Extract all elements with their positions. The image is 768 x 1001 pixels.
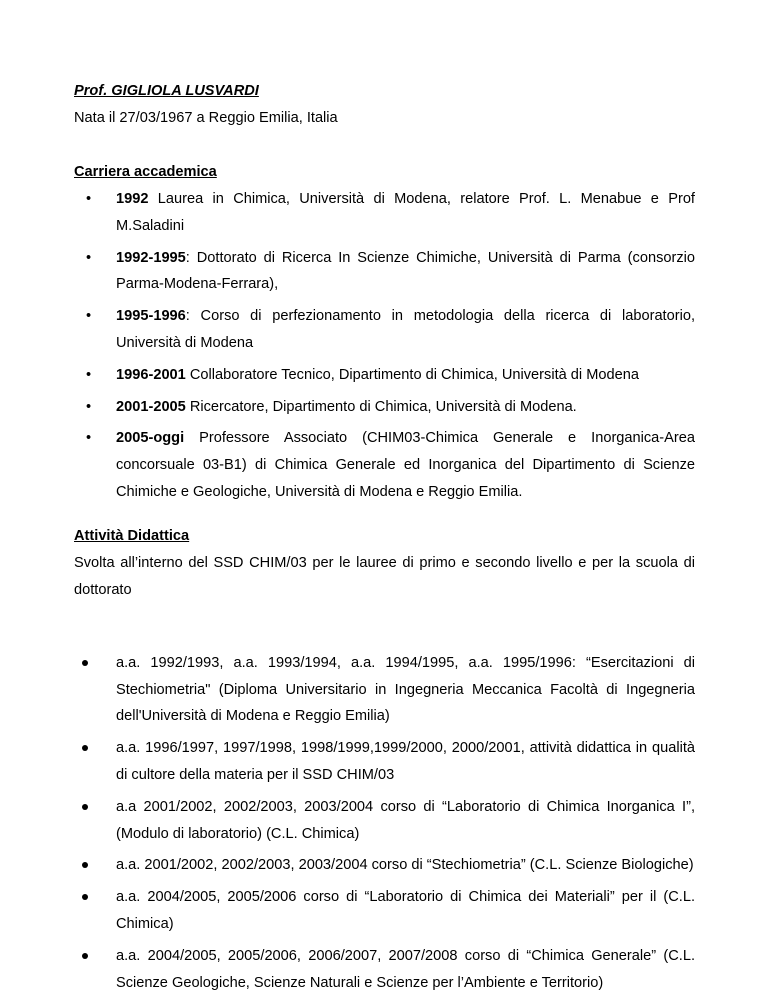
spacer — [74, 132, 695, 159]
bullet-icon — [82, 953, 88, 959]
career-year: 1996-2001 — [116, 366, 186, 383]
list-item — [74, 425, 695, 505]
list-item — [74, 303, 695, 357]
teaching-text: a.a. 2004/2005, 2005/2006 corso di “Laboratorio di Chimica dei Materiali” per il (C.L. Chimica) — [116, 889, 695, 932]
list-item — [74, 186, 695, 240]
career-text: : Corso di perfezionamento in metodologia della ricerca di laboratorio, Università di Modena — [116, 308, 695, 351]
section-title-career: Carriera accademica — [74, 164, 217, 180]
career-year: 1995-1996 — [116, 308, 186, 325]
career-year: 1992-1995 — [116, 249, 186, 266]
career-year: 2005-oggi — [116, 430, 185, 447]
teaching-text: a.a. 1996/1997, 1997/1998, 1998/1999,1999/2000, 2000/2001, attività didattica in qualità di cultore della materia per il SSD CHIM/03 — [116, 740, 695, 783]
list-item — [74, 794, 695, 848]
bullet-icon — [82, 862, 88, 868]
list-item — [74, 362, 695, 389]
document-page — [74, 78, 695, 1001]
list-item — [74, 245, 695, 299]
list-item — [74, 884, 695, 938]
author-name: Prof. GIGLIOLA LUSVARDI — [74, 83, 259, 99]
teaching-intro: Svolta all’interno del SSD CHIM/03 per le lauree di primo e secondo livello e per la scuola di dottorato — [74, 554, 695, 598]
section-title-teaching: Attività Didattica — [74, 527, 190, 544]
spacer — [74, 511, 695, 523]
teaching-list — [74, 650, 695, 997]
teaching-text: a.a. 2001/2002, 2002/2003, 2003/2004 corso di “Stechiometria” (C.L. Scienze Biologiche) — [116, 857, 694, 874]
list-item — [74, 650, 695, 730]
career-year: 1992 — [116, 191, 149, 207]
teaching-text: a.a. 2004/2005, 2005/2006, 2006/2007, 2007/2008 corso di “Chimica Generale” (C.L. Scienze Geologiche, Scienze Naturali e Scienze per l’Ambiente e Territorio) — [116, 947, 695, 991]
career-text: Collaboratore Tecnico, Dipartimento di Chimica, Università di Modena — [185, 366, 639, 383]
teaching-text: a.a. 1992/1993, a.a. 1993/1994, a.a. 1994/1995, a.a. 1995/1996: “Esercitazioni di Stechiometria" (Diploma Universitario in Ingegneria Meccanica Facoltà di Ingegneria dell'Università di Modena e Reggio Emilia) — [116, 654, 695, 725]
teaching-text: a.a 2001/2002, 2002/2003, 2003/2004 corso di “Laboratorio di Chimica Inorganica I”, (Modulo di laboratorio) (C.L. Chimica) — [116, 798, 695, 842]
list-item — [74, 394, 695, 421]
bullet-icon: • — [86, 366, 92, 383]
bullet-icon — [82, 894, 88, 900]
bullet-icon: • — [86, 430, 92, 447]
career-text: Ricercatore, Dipartimento di Chimica, Università di Modena. — [185, 398, 577, 415]
career-text: Professore Associato (CHIM03-Chimica Generale e Inorganica-Area concorsuale 03-B1) di Chimica Generale ed Inorganica del Dipartimento di Scienze Chimiche e Geologiche, Università di Modena e Reggio Emilia. — [116, 430, 695, 500]
bullet-icon: • — [86, 308, 92, 325]
bullet-icon: • — [86, 398, 92, 415]
list-item — [74, 735, 695, 789]
bullet-icon: • — [86, 249, 92, 266]
birth-info: Nata il 27/03/1967 a Reggio Emilia, Italia — [74, 110, 338, 126]
bullet-icon — [82, 660, 88, 666]
bullet-icon — [82, 804, 88, 810]
list-item — [74, 943, 695, 997]
career-text: : Dottorato di Ricerca In Scienze Chimiche, Università di Parma (consorzio Parma-Modena-Ferrara), — [116, 249, 695, 293]
spacer — [74, 604, 695, 650]
career-list — [74, 186, 695, 506]
bullet-icon — [82, 745, 88, 751]
career-text: Laurea in Chimica, Università di Modena, relatore Prof. L. Menabue e Prof M.Saladini — [116, 191, 695, 234]
list-item — [74, 852, 695, 879]
bullet-icon: • — [86, 191, 92, 207]
career-year: 2001-2005 — [116, 398, 186, 415]
